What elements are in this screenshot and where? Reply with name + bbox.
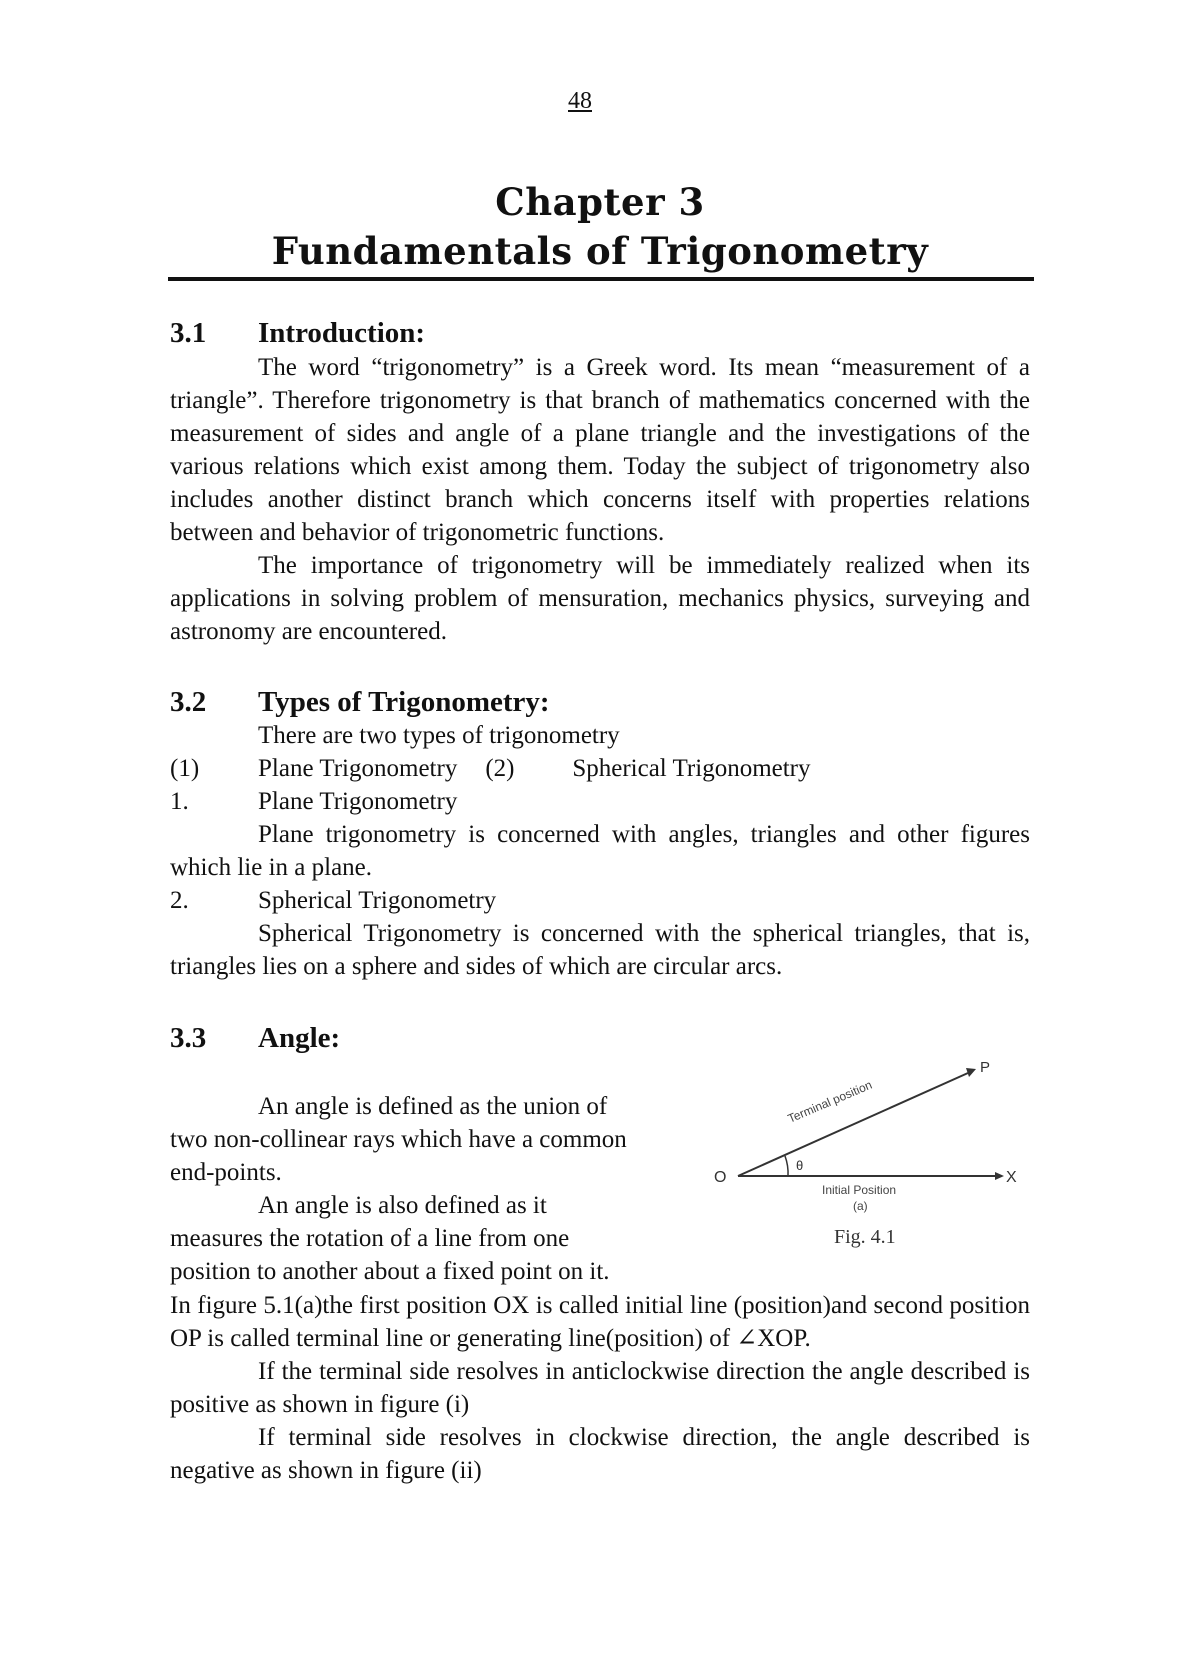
angle-arc [785, 1156, 788, 1176]
section-3-1-heading [170, 317, 425, 350]
angle-figure [710, 1060, 1030, 1250]
section-title: Types of Trigonometry: [258, 686, 550, 718]
angle-paragraph-3: If terminal side resolves in clockwise direction, the angle described is negative as shown in figure (ii) [170, 1424, 1030, 1484]
angle-definition-1: An angle is defined as the union of two non-collinear rays which have a common end-points. [170, 1093, 627, 1186]
types-intro: There are two types of trigonometry [258, 722, 620, 749]
item-1-number: 1. [170, 788, 189, 815]
item-2-number: 2. [170, 887, 189, 914]
page-number: 48 [568, 88, 592, 114]
label-o: O [714, 1169, 727, 1186]
terminal-ray-arrowhead [966, 1068, 976, 1077]
chapter-title: Fundamentals of Trigonometry [271, 229, 929, 273]
figure-sub-label: (a) [853, 1199, 868, 1213]
item-2-description: Spherical Trigonometry is concerned with the spherical triangles, that is, triangles lies on a sphere and sides of which are circular arcs. [170, 920, 1030, 980]
type-1-name: Plane Trigonometry [258, 755, 458, 782]
terminal-position-label: Terminal position [785, 1077, 875, 1126]
section-number: 3.1 [170, 317, 207, 349]
item-2-heading [170, 884, 1030, 917]
angle-diagram [710, 1060, 1030, 1230]
section-3-2-heading [170, 686, 550, 719]
section-title: Introduction: [258, 317, 426, 349]
label-x: X [1006, 1169, 1017, 1186]
item-1-heading [170, 785, 1030, 818]
types-list [170, 752, 1030, 785]
angle-body [170, 1289, 1030, 1487]
angle-definitions [170, 1090, 640, 1288]
angle-paragraph-1: In figure 5.1(a)the first position OX is called initial line (position)and second position OP is called terminal line or generating line(position) of ∠XOP. [170, 1292, 1030, 1352]
section-number: 3.3 [170, 1022, 207, 1054]
intro-paragraph-1: The word “trigonometry” is a Greek word. Its mean “measurement of a triangle”. Therefore trigonometry is that branch of mathematics concerned with the measurement of sides and angle of a plane triangle and the investigations of the various relations which exist among them. Today the subject of trigonometry also includes another distinct branch which concerns itself with properties relations between and behavior of trigonometric functions. [170, 354, 1030, 546]
chapter-number: Chapter 3 [495, 180, 705, 224]
label-theta: θ [796, 1158, 804, 1173]
introduction-body [170, 351, 1030, 648]
section-title: Angle: [258, 1022, 341, 1054]
type-2-label: (2) [485, 755, 515, 782]
item-1-description: Plane trigonometry is concerned with angles, triangles and other figures which lie in a plane. [170, 821, 1030, 881]
initial-position-label: Initial Position [822, 1183, 897, 1197]
angle-paragraph-2: If the terminal side resolves in anticlockwise direction the angle described is positive as shown in figure (i) [170, 1358, 1030, 1418]
type-1-label: (1) [170, 755, 200, 782]
title-rule [168, 277, 1034, 281]
types-body [170, 719, 1030, 983]
section-number: 3.2 [170, 686, 207, 718]
figure-caption: Fig. 4.1 [834, 1226, 896, 1248]
label-p: P [980, 1060, 991, 1076]
initial-ray-arrowhead [995, 1172, 1004, 1180]
angle-definition-2: An angle is also defined as it measures the rotation of a line from one position to another about a fixed point on it. [170, 1192, 610, 1285]
type-2-name: Spherical Trigonometry [572, 755, 811, 782]
item-1-title: Plane Trigonometry [258, 788, 458, 815]
intro-paragraph-2: The importance of trigonometry will be immediately realized when its applications in solving problem of mensuration, mechanics physics, surveying and astronomy are encountered. [170, 552, 1030, 645]
item-2-title: Spherical Trigonometry [258, 887, 497, 914]
section-3-3-heading [170, 1022, 340, 1055]
